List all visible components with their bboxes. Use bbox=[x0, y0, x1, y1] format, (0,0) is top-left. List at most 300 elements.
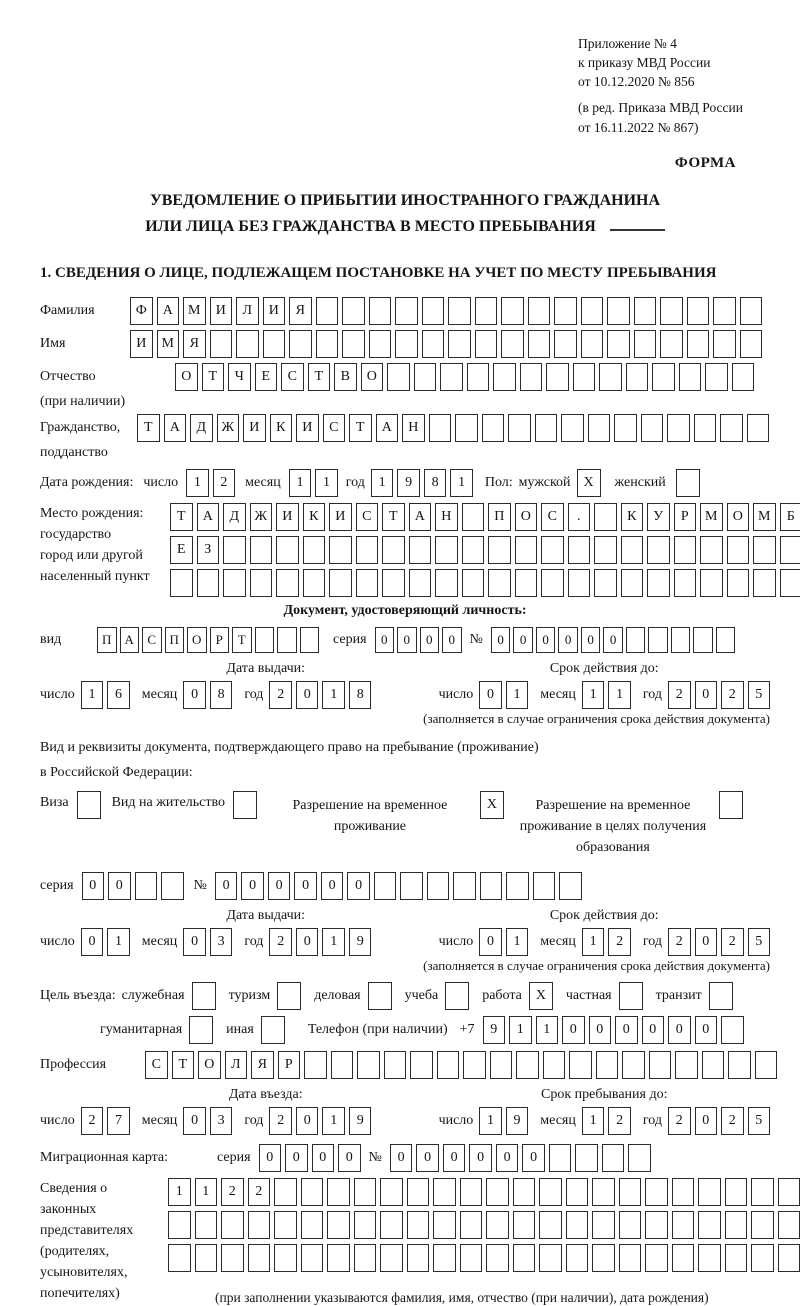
form-cell[interactable]: Я bbox=[289, 297, 312, 325]
form-cell[interactable]: И bbox=[296, 414, 319, 442]
form-cell[interactable] bbox=[513, 1211, 536, 1239]
form-cell[interactable]: Д bbox=[190, 414, 213, 442]
form-cell[interactable]: 5 bbox=[748, 1107, 771, 1135]
form-cell[interactable] bbox=[435, 536, 458, 564]
form-cell[interactable]: А bbox=[376, 414, 399, 442]
form-cell[interactable] bbox=[725, 1244, 748, 1272]
form-cell[interactable]: О bbox=[198, 1051, 221, 1079]
form-cell[interactable] bbox=[641, 414, 664, 442]
form-cell[interactable]: Р bbox=[278, 1051, 301, 1079]
form-cell[interactable] bbox=[687, 297, 710, 325]
form-cell[interactable]: 5 bbox=[748, 928, 771, 956]
form-cell[interactable] bbox=[435, 569, 458, 597]
form-cell[interactable] bbox=[221, 1244, 244, 1272]
form-cell[interactable] bbox=[751, 1178, 774, 1206]
form-cell[interactable]: 1 bbox=[608, 681, 631, 709]
form-cell[interactable]: 0 bbox=[296, 928, 319, 956]
form-cell[interactable] bbox=[223, 569, 246, 597]
form-cell[interactable] bbox=[533, 872, 556, 900]
form-cell[interactable]: 1 bbox=[450, 469, 473, 497]
form-cell[interactable] bbox=[135, 872, 158, 900]
form-cell[interactable] bbox=[374, 872, 397, 900]
form-cell[interactable] bbox=[462, 569, 485, 597]
form-cell[interactable]: 1 bbox=[195, 1178, 218, 1206]
form-cell[interactable] bbox=[493, 363, 516, 391]
form-cell[interactable] bbox=[716, 627, 736, 653]
form-cell[interactable] bbox=[778, 1244, 800, 1272]
form-cell[interactable] bbox=[486, 1244, 509, 1272]
form-cell[interactable] bbox=[647, 569, 670, 597]
form-cell[interactable]: С bbox=[145, 1051, 168, 1079]
form-cell[interactable]: 0 bbox=[183, 928, 206, 956]
form-cell[interactable] bbox=[515, 536, 538, 564]
form-cell[interactable] bbox=[645, 1178, 668, 1206]
form-cell[interactable] bbox=[648, 627, 668, 653]
form-cell[interactable] bbox=[276, 536, 299, 564]
form-cell[interactable]: У bbox=[647, 503, 670, 531]
form-cell[interactable] bbox=[727, 569, 750, 597]
form-cell[interactable] bbox=[778, 1211, 800, 1239]
form-cell[interactable] bbox=[380, 1211, 403, 1239]
form-cell[interactable]: 2 bbox=[221, 1178, 244, 1206]
form-cell[interactable] bbox=[622, 1051, 645, 1079]
form-cell[interactable]: Л bbox=[236, 297, 259, 325]
business-checkbox[interactable] bbox=[368, 982, 392, 1010]
form-cell[interactable] bbox=[342, 297, 365, 325]
form-cell[interactable]: Т bbox=[172, 1051, 195, 1079]
form-cell[interactable] bbox=[780, 536, 800, 564]
form-cell[interactable]: 9 bbox=[349, 928, 372, 956]
form-cell[interactable]: 0 bbox=[695, 928, 718, 956]
form-cell[interactable]: 0 bbox=[81, 928, 104, 956]
form-cell[interactable]: 0 bbox=[312, 1144, 335, 1172]
form-cell[interactable]: Т bbox=[170, 503, 193, 531]
form-cell[interactable]: М bbox=[700, 503, 723, 531]
form-cell[interactable] bbox=[566, 1211, 589, 1239]
form-cell[interactable] bbox=[634, 330, 657, 358]
form-cell[interactable] bbox=[621, 569, 644, 597]
form-cell[interactable]: 0 bbox=[82, 872, 105, 900]
form-cell[interactable] bbox=[316, 330, 339, 358]
form-cell[interactable]: 1 bbox=[509, 1016, 532, 1044]
form-cell[interactable]: К bbox=[303, 503, 326, 531]
form-cell[interactable] bbox=[304, 1051, 327, 1079]
education-permit-checkbox[interactable] bbox=[719, 791, 743, 819]
form-cell[interactable] bbox=[463, 1051, 486, 1079]
form-cell[interactable] bbox=[195, 1211, 218, 1239]
form-cell[interactable] bbox=[409, 569, 432, 597]
form-cell[interactable]: 0 bbox=[215, 872, 238, 900]
form-cell[interactable] bbox=[700, 536, 723, 564]
form-cell[interactable] bbox=[250, 569, 273, 597]
form-cell[interactable]: 2 bbox=[81, 1107, 104, 1135]
form-cell[interactable] bbox=[778, 1178, 800, 1206]
form-cell[interactable]: 2 bbox=[721, 681, 744, 709]
form-cell[interactable]: 1 bbox=[81, 681, 104, 709]
form-cell[interactable] bbox=[300, 627, 320, 653]
form-cell[interactable]: . bbox=[568, 503, 591, 531]
form-cell[interactable] bbox=[568, 569, 591, 597]
form-cell[interactable] bbox=[619, 1244, 642, 1272]
form-cell[interactable]: К bbox=[270, 414, 293, 442]
form-cell[interactable] bbox=[460, 1244, 483, 1272]
form-cell[interactable] bbox=[751, 1211, 774, 1239]
form-cell[interactable] bbox=[599, 363, 622, 391]
form-cell[interactable]: 0 bbox=[268, 872, 291, 900]
form-cell[interactable] bbox=[440, 363, 463, 391]
form-cell[interactable]: 2 bbox=[608, 1107, 631, 1135]
form-cell[interactable]: И bbox=[130, 330, 153, 358]
form-cell[interactable] bbox=[427, 872, 450, 900]
study-checkbox[interactable] bbox=[445, 982, 469, 1010]
form-cell[interactable] bbox=[647, 536, 670, 564]
form-cell[interactable] bbox=[263, 330, 286, 358]
form-cell[interactable]: 1 bbox=[315, 469, 338, 497]
form-cell[interactable]: О bbox=[727, 503, 750, 531]
form-cell[interactable]: 3 bbox=[210, 928, 233, 956]
form-cell[interactable]: З bbox=[197, 536, 220, 564]
form-cell[interactable] bbox=[672, 1244, 695, 1272]
form-cell[interactable] bbox=[369, 330, 392, 358]
form-cell[interactable]: А bbox=[409, 503, 432, 531]
form-cell[interactable] bbox=[382, 569, 405, 597]
form-cell[interactable] bbox=[674, 536, 697, 564]
form-cell[interactable] bbox=[274, 1244, 297, 1272]
form-cell[interactable] bbox=[621, 536, 644, 564]
form-cell[interactable]: 2 bbox=[608, 928, 631, 956]
form-cell[interactable]: П bbox=[488, 503, 511, 531]
form-cell[interactable] bbox=[301, 1178, 324, 1206]
form-cell[interactable] bbox=[380, 1178, 403, 1206]
form-cell[interactable] bbox=[660, 297, 683, 325]
form-cell[interactable] bbox=[407, 1211, 430, 1239]
form-cell[interactable] bbox=[698, 1178, 721, 1206]
form-cell[interactable]: А bbox=[197, 503, 220, 531]
form-cell[interactable] bbox=[506, 872, 529, 900]
form-cell[interactable]: 1 bbox=[506, 928, 529, 956]
form-cell[interactable]: М bbox=[183, 297, 206, 325]
form-cell[interactable]: 7 bbox=[107, 1107, 130, 1135]
form-cell[interactable] bbox=[693, 627, 713, 653]
form-cell[interactable] bbox=[780, 569, 800, 597]
form-cell[interactable]: Т bbox=[382, 503, 405, 531]
form-cell[interactable] bbox=[753, 536, 776, 564]
form-cell[interactable] bbox=[698, 1244, 721, 1272]
form-cell[interactable]: Р bbox=[210, 627, 230, 653]
male-checkbox[interactable]: X bbox=[577, 469, 601, 497]
private-checkbox[interactable] bbox=[619, 982, 643, 1010]
form-cell[interactable] bbox=[554, 297, 577, 325]
form-cell[interactable]: Ч bbox=[228, 363, 251, 391]
form-cell[interactable] bbox=[594, 503, 617, 531]
form-cell[interactable] bbox=[607, 297, 630, 325]
form-cell[interactable]: 0 bbox=[522, 1144, 545, 1172]
form-cell[interactable] bbox=[528, 330, 551, 358]
form-cell[interactable]: И bbox=[210, 297, 233, 325]
form-cell[interactable]: И bbox=[329, 503, 352, 531]
form-cell[interactable]: 0 bbox=[615, 1016, 638, 1044]
form-cell[interactable]: 0 bbox=[294, 872, 317, 900]
form-cell[interactable] bbox=[354, 1178, 377, 1206]
form-cell[interactable]: Д bbox=[223, 503, 246, 531]
form-cell[interactable]: И bbox=[276, 503, 299, 531]
form-cell[interactable] bbox=[566, 1178, 589, 1206]
form-cell[interactable]: 2 bbox=[269, 681, 292, 709]
form-cell[interactable]: О bbox=[361, 363, 384, 391]
form-cell[interactable]: 2 bbox=[269, 928, 292, 956]
form-cell[interactable]: Ж bbox=[250, 503, 273, 531]
form-cell[interactable] bbox=[327, 1244, 350, 1272]
form-cell[interactable] bbox=[755, 1051, 778, 1079]
form-cell[interactable] bbox=[581, 330, 604, 358]
form-cell[interactable]: 0 bbox=[108, 872, 131, 900]
form-cell[interactable] bbox=[327, 1178, 350, 1206]
form-cell[interactable] bbox=[751, 1244, 774, 1272]
form-cell[interactable] bbox=[289, 330, 312, 358]
form-cell[interactable] bbox=[561, 414, 584, 442]
form-cell[interactable]: 0 bbox=[390, 1144, 413, 1172]
form-cell[interactable]: 2 bbox=[668, 1107, 691, 1135]
form-cell[interactable]: Л bbox=[225, 1051, 248, 1079]
form-cell[interactable] bbox=[559, 872, 582, 900]
form-cell[interactable] bbox=[475, 297, 498, 325]
form-cell[interactable] bbox=[569, 1051, 592, 1079]
form-cell[interactable] bbox=[460, 1211, 483, 1239]
form-cell[interactable] bbox=[357, 1051, 380, 1079]
form-cell[interactable]: Ф bbox=[130, 297, 153, 325]
form-cell[interactable]: 0 bbox=[469, 1144, 492, 1172]
form-cell[interactable] bbox=[475, 330, 498, 358]
form-cell[interactable]: 0 bbox=[496, 1144, 519, 1172]
form-cell[interactable] bbox=[513, 1244, 536, 1272]
form-cell[interactable] bbox=[248, 1211, 271, 1239]
form-cell[interactable] bbox=[329, 536, 352, 564]
form-cell[interactable] bbox=[541, 569, 564, 597]
form-cell[interactable]: 0 bbox=[259, 1144, 282, 1172]
form-cell[interactable]: 0 bbox=[397, 627, 417, 653]
form-cell[interactable]: 2 bbox=[269, 1107, 292, 1135]
form-cell[interactable] bbox=[303, 569, 326, 597]
form-cell[interactable]: 0 bbox=[296, 1107, 319, 1135]
form-cell[interactable]: 0 bbox=[695, 1107, 718, 1135]
form-cell[interactable]: Я bbox=[183, 330, 206, 358]
form-cell[interactable]: А bbox=[164, 414, 187, 442]
form-cell[interactable] bbox=[573, 363, 596, 391]
form-cell[interactable]: 0 bbox=[562, 1016, 585, 1044]
form-cell[interactable]: 0 bbox=[513, 627, 533, 653]
form-cell[interactable] bbox=[407, 1244, 430, 1272]
form-cell[interactable]: 9 bbox=[506, 1107, 529, 1135]
humanitarian-checkbox[interactable] bbox=[189, 1016, 213, 1044]
form-cell[interactable]: 0 bbox=[491, 627, 511, 653]
form-cell[interactable]: С bbox=[541, 503, 564, 531]
form-cell[interactable]: 0 bbox=[241, 872, 264, 900]
form-cell[interactable] bbox=[467, 363, 490, 391]
form-cell[interactable] bbox=[236, 330, 259, 358]
form-cell[interactable]: 0 bbox=[321, 872, 344, 900]
form-cell[interactable] bbox=[429, 414, 452, 442]
form-cell[interactable] bbox=[382, 536, 405, 564]
form-cell[interactable]: Т bbox=[349, 414, 372, 442]
form-cell[interactable]: 2 bbox=[721, 928, 744, 956]
form-cell[interactable] bbox=[546, 363, 569, 391]
form-cell[interactable] bbox=[276, 569, 299, 597]
form-cell[interactable] bbox=[671, 627, 691, 653]
form-cell[interactable]: 8 bbox=[424, 469, 447, 497]
form-cell[interactable] bbox=[210, 330, 233, 358]
form-cell[interactable] bbox=[168, 1244, 191, 1272]
form-cell[interactable] bbox=[301, 1211, 324, 1239]
form-cell[interactable] bbox=[486, 1211, 509, 1239]
form-cell[interactable] bbox=[725, 1178, 748, 1206]
form-cell[interactable]: М bbox=[753, 503, 776, 531]
form-cell[interactable] bbox=[422, 330, 445, 358]
form-cell[interactable] bbox=[602, 1144, 625, 1172]
form-cell[interactable] bbox=[541, 536, 564, 564]
form-cell[interactable] bbox=[713, 330, 736, 358]
form-cell[interactable]: О bbox=[175, 363, 198, 391]
form-cell[interactable] bbox=[592, 1211, 615, 1239]
form-cell[interactable] bbox=[486, 1178, 509, 1206]
transit-checkbox[interactable] bbox=[709, 982, 733, 1010]
form-cell[interactable] bbox=[414, 363, 437, 391]
form-cell[interactable]: 0 bbox=[479, 928, 502, 956]
form-cell[interactable] bbox=[698, 1211, 721, 1239]
form-cell[interactable]: О bbox=[515, 503, 538, 531]
form-cell[interactable]: 2 bbox=[668, 928, 691, 956]
form-cell[interactable]: Я bbox=[251, 1051, 274, 1079]
form-cell[interactable]: 6 bbox=[107, 681, 130, 709]
form-cell[interactable] bbox=[539, 1244, 562, 1272]
form-cell[interactable]: О bbox=[187, 627, 207, 653]
form-cell[interactable]: 1 bbox=[582, 928, 605, 956]
form-cell[interactable] bbox=[702, 1051, 725, 1079]
form-cell[interactable] bbox=[516, 1051, 539, 1079]
form-cell[interactable] bbox=[195, 1244, 218, 1272]
form-cell[interactable]: С bbox=[142, 627, 162, 653]
form-cell[interactable] bbox=[732, 363, 755, 391]
official-checkbox[interactable] bbox=[192, 982, 216, 1010]
form-cell[interactable]: 9 bbox=[349, 1107, 372, 1135]
form-cell[interactable] bbox=[539, 1178, 562, 1206]
form-cell[interactable] bbox=[395, 330, 418, 358]
form-cell[interactable]: 0 bbox=[375, 627, 395, 653]
form-cell[interactable] bbox=[356, 536, 379, 564]
form-cell[interactable] bbox=[437, 1051, 460, 1079]
form-cell[interactable]: 0 bbox=[695, 681, 718, 709]
form-cell[interactable] bbox=[501, 330, 524, 358]
form-cell[interactable] bbox=[607, 330, 630, 358]
form-cell[interactable]: 2 bbox=[248, 1178, 271, 1206]
form-cell[interactable]: 0 bbox=[347, 872, 370, 900]
form-cell[interactable]: 2 bbox=[721, 1107, 744, 1135]
form-cell[interactable] bbox=[672, 1178, 695, 1206]
form-cell[interactable] bbox=[342, 330, 365, 358]
other-purpose-checkbox[interactable] bbox=[261, 1016, 285, 1044]
form-cell[interactable]: 1 bbox=[371, 469, 394, 497]
form-cell[interactable]: 0 bbox=[603, 627, 623, 653]
form-cell[interactable] bbox=[566, 1244, 589, 1272]
temporary-permit-checkbox[interactable]: X bbox=[480, 791, 504, 819]
residence-permit-checkbox[interactable] bbox=[233, 791, 257, 819]
form-cell[interactable]: 0 bbox=[183, 1107, 206, 1135]
form-cell[interactable] bbox=[433, 1244, 456, 1272]
form-cell[interactable] bbox=[594, 536, 617, 564]
form-cell[interactable] bbox=[274, 1178, 297, 1206]
form-cell[interactable] bbox=[422, 297, 445, 325]
form-cell[interactable] bbox=[329, 569, 352, 597]
form-cell[interactable] bbox=[387, 363, 410, 391]
form-cell[interactable]: 1 bbox=[322, 1107, 345, 1135]
form-cell[interactable]: 1 bbox=[479, 1107, 502, 1135]
form-cell[interactable] bbox=[488, 536, 511, 564]
form-cell[interactable] bbox=[168, 1211, 191, 1239]
form-cell[interactable] bbox=[713, 297, 736, 325]
form-cell[interactable] bbox=[197, 569, 220, 597]
form-cell[interactable] bbox=[614, 414, 637, 442]
tourism-checkbox[interactable] bbox=[277, 982, 301, 1010]
form-cell[interactable] bbox=[539, 1211, 562, 1239]
form-cell[interactable]: 0 bbox=[695, 1016, 718, 1044]
form-cell[interactable] bbox=[747, 414, 770, 442]
form-cell[interactable] bbox=[515, 569, 538, 597]
form-cell[interactable]: 9 bbox=[483, 1016, 506, 1044]
form-cell[interactable] bbox=[480, 872, 503, 900]
form-cell[interactable] bbox=[409, 536, 432, 564]
form-cell[interactable] bbox=[592, 1244, 615, 1272]
form-cell[interactable] bbox=[221, 1211, 244, 1239]
form-cell[interactable]: 1 bbox=[582, 681, 605, 709]
form-cell[interactable] bbox=[303, 536, 326, 564]
form-cell[interactable] bbox=[568, 536, 591, 564]
female-checkbox[interactable] bbox=[676, 469, 700, 497]
form-cell[interactable] bbox=[316, 297, 339, 325]
form-cell[interactable]: 5 bbox=[748, 681, 771, 709]
form-cell[interactable]: 2 bbox=[668, 681, 691, 709]
form-cell[interactable] bbox=[482, 414, 505, 442]
form-cell[interactable] bbox=[619, 1178, 642, 1206]
form-cell[interactable] bbox=[327, 1211, 350, 1239]
form-cell[interactable] bbox=[460, 1178, 483, 1206]
form-cell[interactable] bbox=[433, 1178, 456, 1206]
form-cell[interactable] bbox=[674, 569, 697, 597]
form-cell[interactable] bbox=[628, 1144, 651, 1172]
form-cell[interactable] bbox=[649, 1051, 672, 1079]
form-cell[interactable]: 1 bbox=[168, 1178, 191, 1206]
form-cell[interactable] bbox=[660, 330, 683, 358]
form-cell[interactable]: 0 bbox=[183, 681, 206, 709]
form-cell[interactable] bbox=[652, 363, 675, 391]
form-cell[interactable]: 0 bbox=[581, 627, 601, 653]
form-cell[interactable] bbox=[501, 297, 524, 325]
form-cell[interactable] bbox=[384, 1051, 407, 1079]
form-cell[interactable] bbox=[592, 1178, 615, 1206]
form-cell[interactable]: 0 bbox=[589, 1016, 612, 1044]
form-cell[interactable]: М bbox=[157, 330, 180, 358]
form-cell[interactable] bbox=[626, 627, 646, 653]
form-cell[interactable] bbox=[356, 569, 379, 597]
form-cell[interactable]: В bbox=[334, 363, 357, 391]
form-cell[interactable] bbox=[549, 1144, 572, 1172]
form-cell[interactable] bbox=[619, 1211, 642, 1239]
form-cell[interactable] bbox=[354, 1211, 377, 1239]
form-cell[interactable] bbox=[369, 297, 392, 325]
form-cell[interactable]: 8 bbox=[210, 681, 233, 709]
form-cell[interactable] bbox=[354, 1244, 377, 1272]
form-cell[interactable]: 0 bbox=[338, 1144, 361, 1172]
form-cell[interactable]: И bbox=[263, 297, 286, 325]
form-cell[interactable] bbox=[462, 536, 485, 564]
